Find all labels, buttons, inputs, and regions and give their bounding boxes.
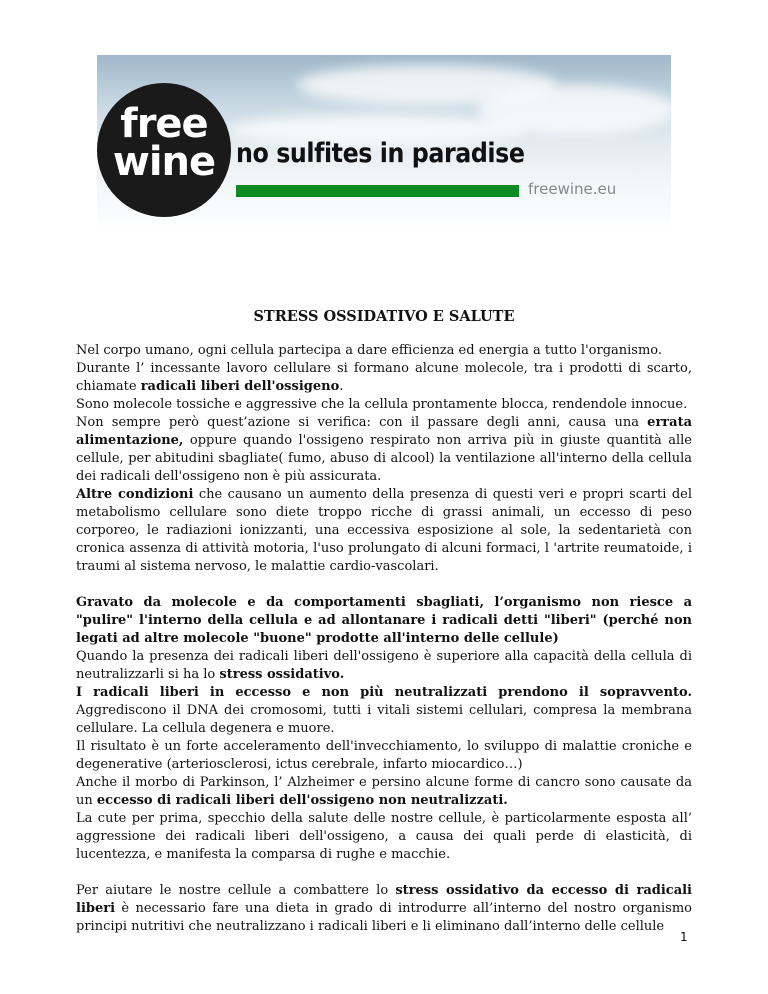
green-bar (236, 185, 519, 197)
paragraph: Anche il morbo di Parkinson, l’ Alzheimer e persino alcune forme di cancro sono causate da un eccesso di radicali liberi dell'ossigeno non neutralizzati. (76, 775, 692, 808)
site-url: freewine.eu (528, 180, 617, 198)
logo-text (97, 101, 231, 185)
freewine-logo (97, 83, 231, 217)
paragraph: Non sempre però quest’azione si verifica: con il passare degli anni, causa una errata alimentazione, oppure quando l'ossigeno respirato non arriva più in giuste quantità alle cellule, per abitudini sbagliate( fumo, abuso di alcool) la ventilazione all'interno della cellula dei radicali dell'ossigeno non è più assicurata. (76, 415, 692, 484)
slogan: no sulfites in paradise (236, 138, 525, 169)
paragraph: Altre condizioni che causano un aumento della presenza di questi veri e propri scarti del metabolismo cellulare sono diete troppo ricche di grassi animali, un eccesso di peso corporeo, le radiazioni ionizzanti, una eccessiva esposizione al sole, la sedentarietà con cronica assenza di attività motoria, l'uso prolungato di alcuni formaci, l 'artrite reumatoide, i traumi al sistema nervoso, le malattie cardio-vascolari. (76, 487, 693, 574)
paragraph: Il risultato è un forte acceleramento dell'invecchiamento, lo sviluppo di malattie croniche e degenerative (arteriosclerosi, ictus cerebrale, infarto miocardico…) (76, 739, 692, 772)
paragraph: Per aiutare le nostre cellule a combattere lo stress ossidativo da eccesso di radicali liberi è necessario fare una dieta in grado di introdurre all’interno del nostro organismo principi nutritivi che neutralizzano i radicali liberi e li eliminano dall’interno delle cellule (76, 883, 692, 934)
paragraph: I radicali liberi in eccesso e non più neutralizzati prendono il sopravvento. Aggrediscono il DNA dei cromosomi, tutti i vitali sistemi cellulari, compresa la membrana cellulare. La cellula degenera e muore. (76, 685, 692, 736)
page-number: 1 (680, 930, 688, 944)
paragraph: Gravato da molecole e da comportamenti sbagliati, l’organismo non riesce a "pulire" l'interno della cellula e ad allontanare i radicali detti "liberi" (perché non legati ad altre molecole "buone" prodotte all'interno delle cellule) (76, 595, 692, 646)
paragraph: La cute per prima, specchio della salute delle nostre cellule, è particolarmente esposta all’ aggressione dei radicali liberi dell'ossigeno, a causa dei quali perde di elasticità, di lucentezza, e manifesta la comparsa di rughe e macchie. (76, 811, 692, 862)
document-title: STRESS OSSIDATIVO E SALUTE (253, 308, 515, 325)
logo-line-free: free (120, 101, 208, 147)
paragraph: Nel corpo umano, ogni cellula partecipa a dare efficienza ed energia a tutto l'organismo. (76, 343, 663, 358)
document-body (76, 342, 692, 936)
paragraph: Durante l’ incessante lavoro cellulare si formano alcune molecole, tra i prodotti di scarto, chiamate radicali liberi dell'ossigeno. (76, 361, 692, 394)
paragraph: Sono molecole tossiche e aggressive che la cellula prontamente blocca, rendendole innocue. (76, 397, 688, 412)
paragraph: Quando la presenza dei radicali liberi dell'ossigeno è superiore alla capacità della cellula di neutralizzarli si ha lo stress ossidativo. (76, 649, 692, 682)
logo-line-wine: wine (112, 139, 216, 185)
